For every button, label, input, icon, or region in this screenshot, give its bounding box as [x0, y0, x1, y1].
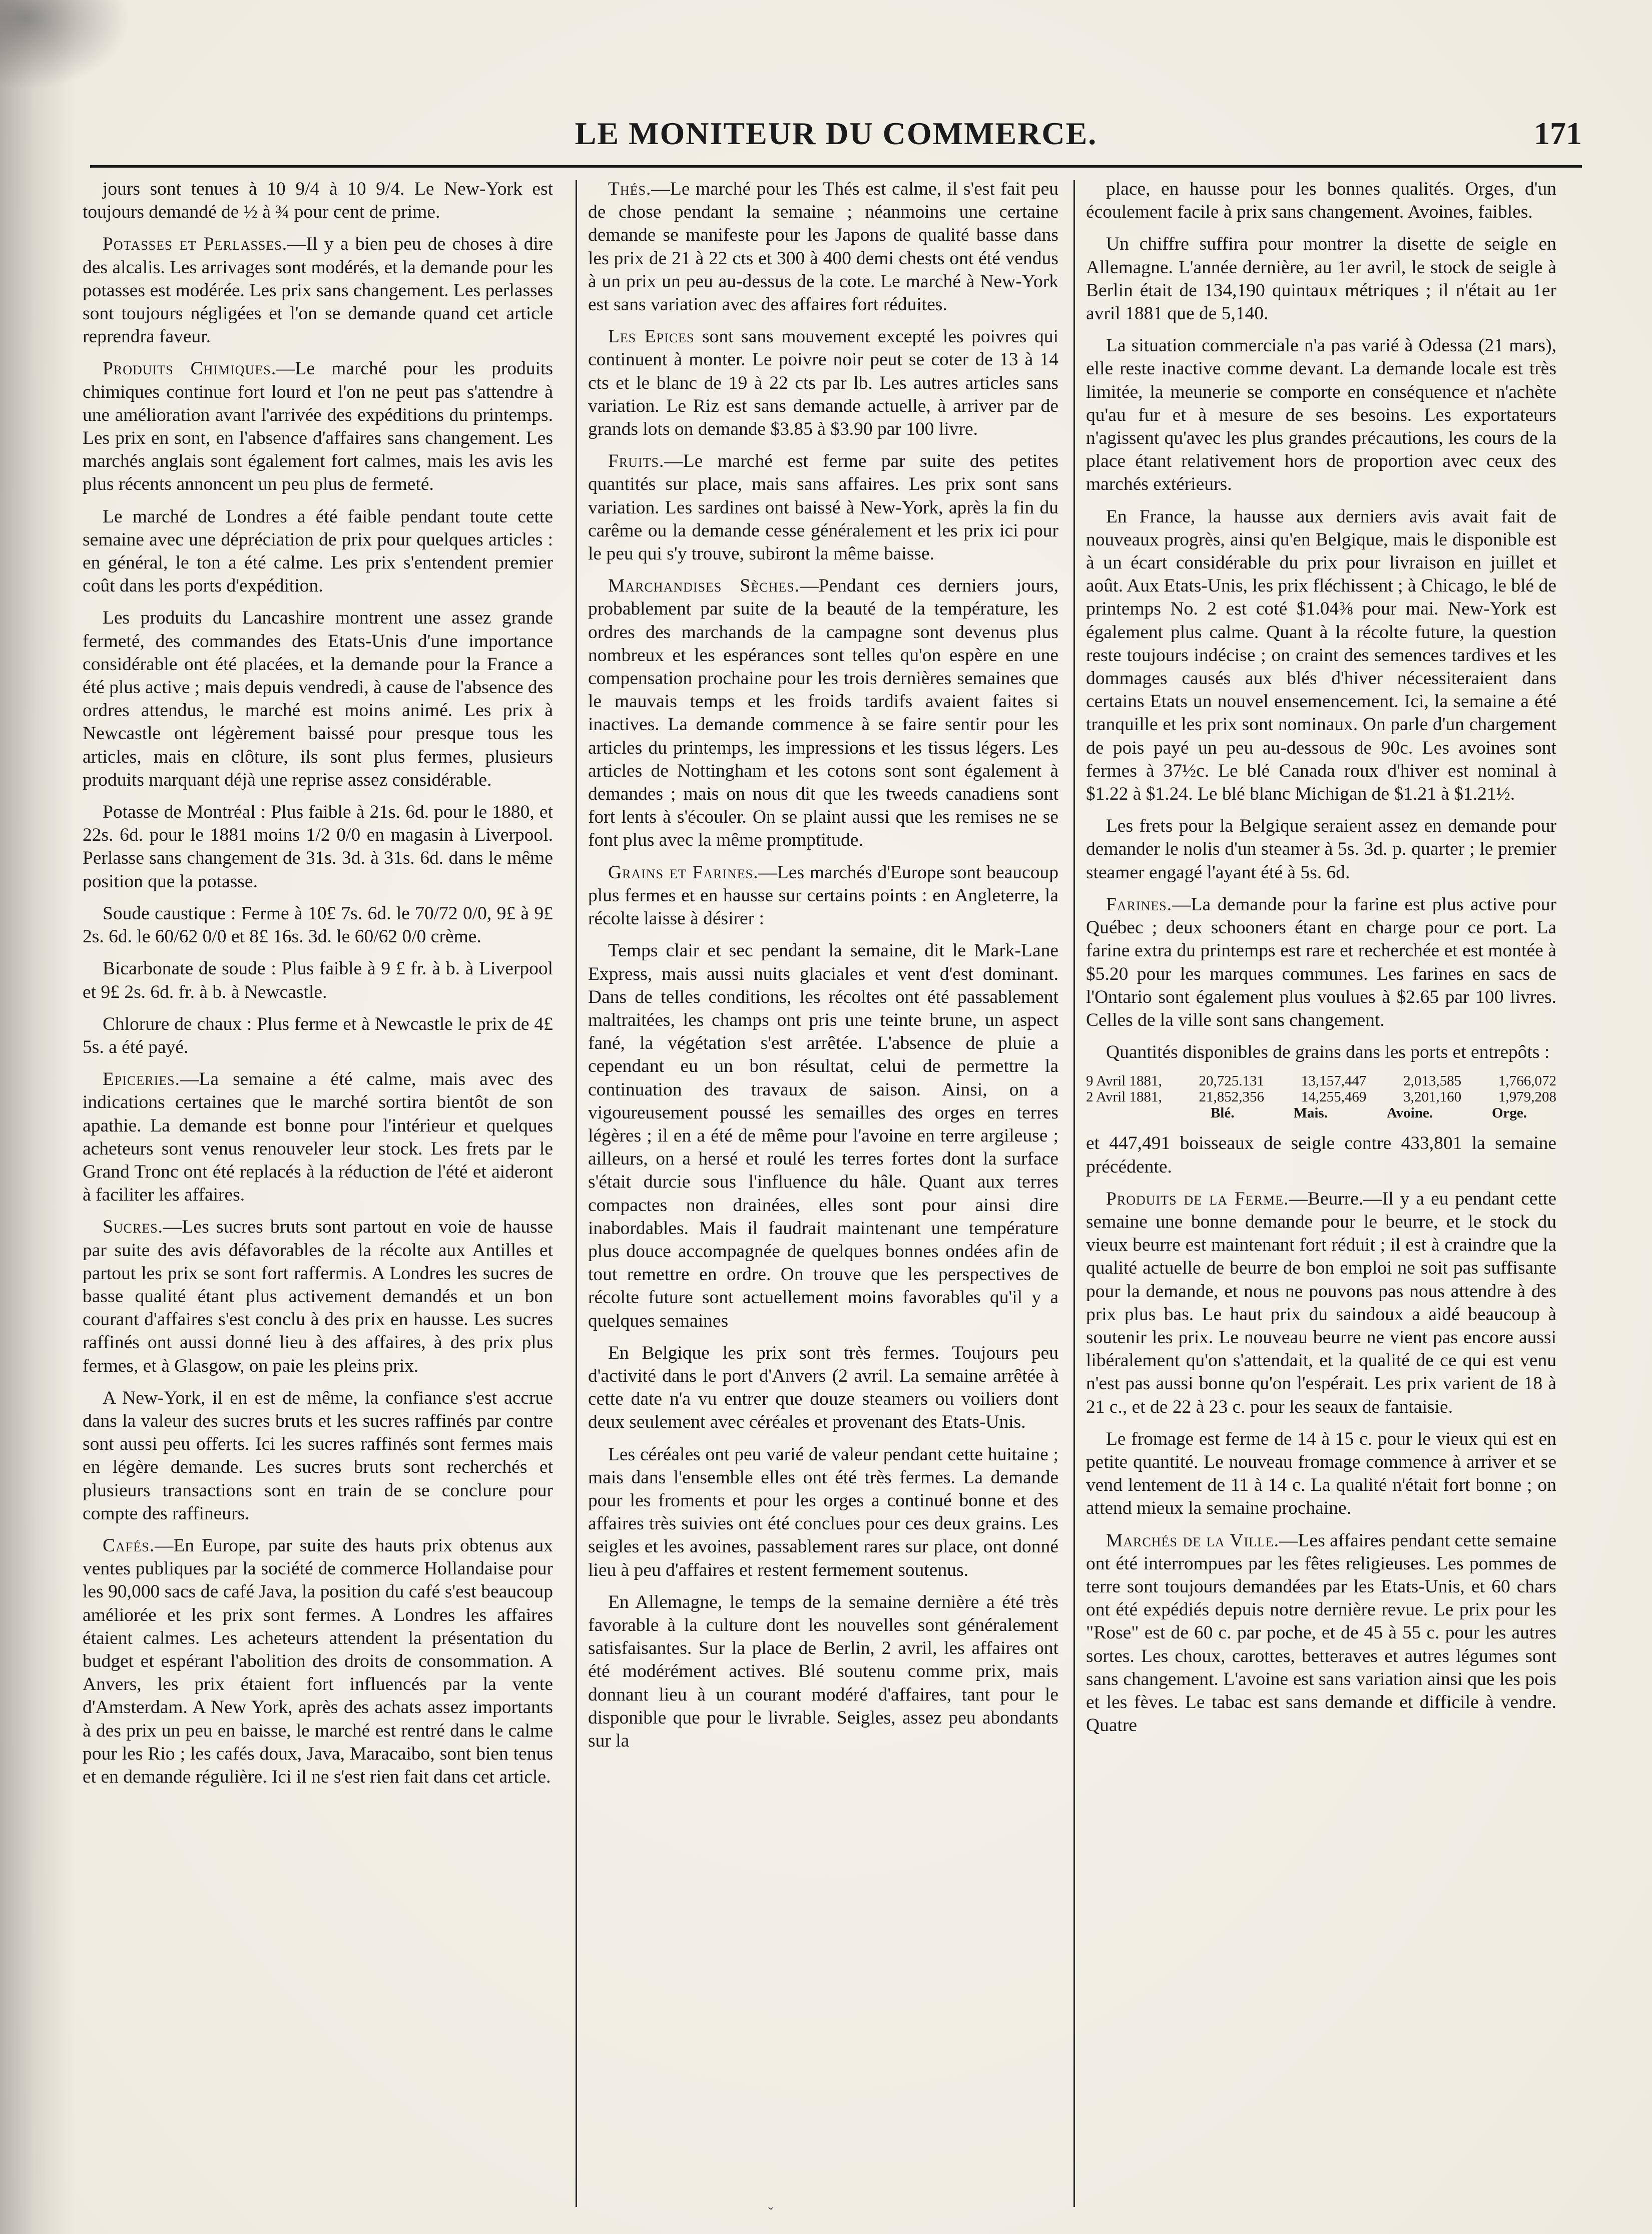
- table-cell: 9 Avril 1881,: [1086, 1073, 1162, 1089]
- article-paragraph: [83, 1068, 553, 1207]
- paragraph-text: —La semaine a été calme, mais avec des indications certaines que le marché sortira bientôt de son apathie. La demande est bonne pour l'intérieur et quelques acheteurs sont venus renouveler leur stock. Les frets par le Grand Tronc ont été replacés à la réduction de l'été et aideront à faciliter les affaires.: [83, 1069, 553, 1206]
- article-paragraph: [588, 1591, 1058, 1753]
- paragraph-text: et 447,491 boisseaux de seigle contre 433,801 la semaine précédente.: [1086, 1133, 1556, 1177]
- paragraph-text: Potasse de Montréal : Plus faible à 21s. 6d. pour le 1880, et 22s. 6d. pour le 1881 moins 1/2 0/0 en magasin à Liverpool. Perlasse sans changement de 31s. 3d. à 31s. 6d. dans le même position que la potasse.: [83, 802, 553, 892]
- table-cell: 1,766,072: [1498, 1073, 1556, 1089]
- paragraph-text: —Le marché pour les Thés est calme, il s'est fait peu de chose pendant la semaine ; néanmoins une certaine demande se manifeste pour les Japons de qualité basse dans les prix de 21 à 22 cts et 300 à 400 demi chests ont été vendus à un prix un peu au-dessus de la cote. Le marché à New-York est sans variation avec des affaires fort réduites.: [588, 179, 1058, 315]
- paragraph-text: Bicarbonate de soude : Plus faible à 9 £ fr. à b. à Liverpool et 9£ 2s. 6d. fr. à b. à Newcastle.: [83, 958, 553, 1002]
- article-paragraph: [83, 957, 553, 1003]
- paragraph-text: sont sans mouvement excepté les poivres qui continuent à monter. Le poivre noir peut se coter de 13 à 14 cts et le blanc de 19 à 22 cts par lb. Les autres articles sans variation. Le Riz est sans demande actuelle, à arriver par de grands lots on demande $3.85 à $3.90 par 100 livre.: [588, 326, 1058, 440]
- section-heading: Fruits.: [608, 451, 665, 472]
- article-paragraph: [1086, 1041, 1556, 1064]
- table-cell: 1,979,208: [1498, 1089, 1556, 1105]
- paragraph-text: —Pendant ces derniers jours, probablement par suite de la beauté de la température, les ordres des marchands de la campagne sont devenus plus nombreux et les espérances sont telles qu'on espère en une compensation prochaine pour les trois dernières semaines que le mauvais temps et les froids tardifs avaient faites si inactives. La demande commence à se faire sentir pour les articles du printemps, les impressions et les tissus légers. Les articles de Nottingham et les cotons sont sont également à demandes ; mais on nous dit que les tweeds canadiens sont fort lents à s'écouler. On se plaint aussi que les remises ne se font plus avec la même promptitude.: [588, 576, 1058, 851]
- text-column-1: [83, 178, 553, 2189]
- table-header-cell: Avoine.: [1386, 1105, 1433, 1122]
- paragraph-text: jours sont tenues à 10 9/4 à 10 9/4. Le New-York est toujours demandé de ½ à ¾ pour cent de prime.: [83, 179, 553, 223]
- article-paragraph: [588, 575, 1058, 852]
- article-paragraph: [83, 1216, 553, 1377]
- table-cell: 14,255,469: [1301, 1089, 1367, 1105]
- text-column-3: [1086, 178, 1556, 2189]
- article-paragraph: [588, 178, 1058, 316]
- section-heading: Sucres.: [103, 1217, 164, 1238]
- article-paragraph: [83, 233, 553, 348]
- footer-mark: ˇ: [768, 2204, 773, 2221]
- paragraph-text: Un chiffre suffira pour montrer la disette de seigle en Allemagne. L'année dernière, au 1er avril, le stock de seigle à Berlin était de 134,190 quintaux métriques ; il n'était au 1er avril 1881 que de 5,140.: [1086, 234, 1556, 324]
- column-divider: [1073, 180, 1075, 2207]
- table-cell: 2,013,585: [1403, 1073, 1462, 1089]
- article-paragraph: [83, 1013, 553, 1059]
- paragraph-text: —Les marchés d'Europe sont beaucoup plus fermes et en hausse sur certains points : en Angleterre, la récolte laisse à désirer :: [588, 862, 1058, 929]
- article-paragraph: [1086, 1132, 1556, 1178]
- paragraph-text: Le fromage est ferme de 14 à 15 c. pour le vieux qui est en petite quantité. Le nouveau fromage commence à arriver et se vend lentement de 11 à 14 c. La qualité n'était fort bonne ; on attend mieux la semaine prochaine.: [1086, 1428, 1556, 1519]
- section-heading: Epiceries.: [103, 1069, 180, 1090]
- article-paragraph: [1086, 505, 1556, 806]
- article-paragraph: [1086, 1428, 1556, 1520]
- table-cell: 13,157,447: [1301, 1073, 1367, 1089]
- column-divider: [576, 180, 577, 2207]
- article-paragraph: [588, 325, 1058, 441]
- paragraph-text: —Beurre.—Il y a eu pendant cette semaine une bonne demande pour le beurre, et le stock du vieux beurre est maintenant fort réduit ; il est à craindre que la qualité actuelle de beurre de bon emploi ne soit pas suffisante pour la demande, et nous ne pouvons pas nous attendre à des prix plus bas. Le haut prix du saindoux a aidé beaucoup à soutenir les prix. Le nouveau beurre ne vient pas encore aussi libéralement qu'on s'attendait, et la qualité de ce qui est venu n'est pas aussi bonne qu'on l'espérait. Les prix varient de 18 à 21 c., et de 22 à 23 c. pour les seaux de fantaisie.: [1086, 1188, 1556, 1417]
- table-cell: 2 Avril 1881,: [1086, 1089, 1162, 1105]
- article-paragraph: [1086, 178, 1556, 224]
- paragraph-text: Les frets pour la Belgique seraient assez en demande pour demander le nolis d'un steamer à 5s. 3d. p. quarter ; le premier steamer engagé l'ayant été à 5s. 6d.: [1086, 816, 1556, 883]
- paragraph-text: Soude caustique : Ferme à 10£ 7s. 6d. le 70/72 0/0, 9£ à 9£ 2s. 6d. le 60/62 0/0 et 8£ 16s. 3d. le 60/62 0/0 crème.: [83, 903, 553, 947]
- paragraph-text: Les produits du Lancashire montrent une assez grande fermeté, des commandes des Etats-Unis d'une importance considérable ont été placées, et la demande pour la France a été plus active ; mais depuis vendredi, à cause de l'absence des ordres attendus, le marché est moins animé. Les prix à Newcastle ont légèrement baissé pour presque tous les articles, mais en clôture, ils sont plus fermes, plusieurs produits marquant déjà une reprise assez considérable.: [83, 608, 553, 790]
- page-number: 171: [1534, 116, 1582, 151]
- paragraph-text: A New-York, il en est de même, la confiance s'est accrue dans la valeur des sucres bruts et les sucres raffinés par contre sont aussi peu offerts. Ici les sucres raffinés sont fermes mais en légère demande. Les sucres bruts sont recherchés et plusieurs transactions sont en train de se conclure pour compte des raffineurs.: [83, 1387, 553, 1524]
- table-header-row: [1086, 1105, 1556, 1121]
- article-paragraph: [1086, 233, 1556, 325]
- paragraph-text: Le marché de Londres a été faible pendant toute cette semaine avec une dépréciation de prix pour quelques articles : en général, le ton a été calme. Les prix s'entendent premier coût dans les ports d'expédition.: [83, 506, 553, 597]
- section-heading: Potasses et Perlasses.: [103, 234, 288, 255]
- paragraph-text: En Belgique les prix sont très fermes. Toujours peu d'activité dans le port d'Anvers (2 avril. La semaine arrêtée à cette date n'a vu entrer que douze steamers ou voiliers dont deux seulement avec céréales et provenant des Etats-Unis.: [588, 1342, 1058, 1433]
- paragraph-text: —En Europe, par suite des hauts prix obtenus aux ventes publiques par la société de commerce Hollandaise pour les 90,000 sacs de café Java, la position du café s'est beaucoup améliorée et les prix sont fermes. A Londres les affaires étaient calmes. Les acheteurs attendent la présentation du budget et espérant l'abolition des droits de consommation. A Anvers, les prix étaient fort influencés par la vente d'Amsterdam. A New York, après des achats assez importants à des prix un peu en baisse, le marché est rentré dans le calme pour les Rio ; les cafés doux, Java, Maracaibo, sont bien tenus et en demande régulière. Ici il ne s'est rien fait dans cet article.: [83, 1535, 553, 1787]
- table-cell: 20,725.131: [1199, 1073, 1265, 1089]
- table-header-cell: Mais.: [1293, 1105, 1328, 1122]
- header-rule: [90, 165, 1582, 168]
- paragraph-text: Chlorure de chaux : Plus ferme et à Newcastle le prix de 4£ 5s. a été payé.: [83, 1013, 553, 1057]
- section-heading: Produits Chimiques.: [103, 358, 277, 379]
- article-paragraph: [83, 1534, 553, 1789]
- paragraph-text: La situation commerciale n'a pas varié à Odessa (21 mars), elle reste inactive comme devant. La demande locale est très limitée, la meunerie se comporte en conséquence et n'achète qu'au fur et à mesure de ses besoins. Les exportateurs n'agissent qu'avec les plus grandes précautions, les cours de la place étant relativement hors de proportion avec ceux des marchés extérieurs.: [1086, 335, 1556, 495]
- section-heading: Farines.: [1106, 894, 1173, 915]
- table-cell: 3,201,160: [1403, 1089, 1462, 1105]
- paragraph-text: —Le marché est ferme par suite des petites quantités sur place, mais sans affaires. Les prix sont sans variation. Les sardines ont baissé à New-York, après la fin du carême ou la demande cesse généralement et les prix ici pour le peu qui s'y trouve, subiront la même baisse.: [588, 451, 1058, 565]
- article-paragraph: [1086, 815, 1556, 884]
- article-paragraph: [588, 1443, 1058, 1582]
- article-paragraph: [1086, 334, 1556, 496]
- page-edge-shadow: [0, 0, 75, 2234]
- article-paragraph: [83, 357, 553, 496]
- grain-stock-table: [1086, 1073, 1556, 1121]
- section-heading: Marchés de la Ville.: [1106, 1530, 1280, 1551]
- article-paragraph: [83, 505, 553, 598]
- section-heading: Grains et Farines.: [608, 862, 759, 883]
- paragraph-text: —Il y a bien peu de choses à dire des alcalis. Les arrivages sont modérés, et la demande pour les potasses est modérée. Les prix sans changement. Les perlasses sont toujours négligées et l'on se demande quand cet article reprendra faveur.: [83, 234, 553, 347]
- article-paragraph: [588, 861, 1058, 931]
- table-header-cell: Orge.: [1491, 1105, 1527, 1122]
- paragraph-text: Temps clair et sec pendant la semaine, dit le Mark-Lane Express, mais aussi nuits glaciales et vent d'est dominant. Dans de telles conditions, les récoltes ont été passablement maltraitées, les champs ont pris une teinte brune, un aspect fané, la végétation s'est arrêtée. L'absence de pluie a cependant eu un bon résultat, celui de permettre la continuation des travaux de saison. Ainsi, on a vigoureusement poussé les semailles des orges en terres légères ; il en a été de même pour l'avoine en terre argileuse ; ailleurs, on a hersé et roulé les terres fortes dont la surface s'était durcie sous l'influence du hâle. Quant aux terres compactes non drainées, elles sont pour ainsi dire inabordables. Mais il faudrait maintenant une température plus douce accompagnée de quelques bonnes ondées afin de tout remettre en ordre. On trouve que les perspectives de récolte future sont actuellement moins favorables qu'il y a quelques semaines: [588, 940, 1058, 1331]
- paragraph-text: —Les sucres bruts sont partout en voie de hausse par suite des avis défavorables de la récolte aux Antilles et partout les prix se sont fort raffermis. A Londres les sucres de basse qualité étant plus activement demandés et un bon courant d'affaires s'est conclu à des prix en hausse. Les sucres raffinés ont aussi donné lieu à des affaires, à des prix plus fermes, et à Glasgow, on paie les pleins prix.: [83, 1217, 553, 1376]
- section-heading: Produits de la Ferme.: [1106, 1188, 1289, 1209]
- paragraph-text: Les céréales ont peu varié de valeur pendant cette huitaine ; mais dans l'ensemble elles ont été très fermes. La demande pour les froments et pour les orges a continué bonne et des affaires très suivies ont été conclues pour ces deux grains. Les seigles et les avoines, passablement rares sur place, ont donné lieu à peu d'affaires et restent fermement soutenus.: [588, 1444, 1058, 1580]
- section-heading: Cafés.: [103, 1535, 155, 1556]
- table-row: [1086, 1073, 1556, 1089]
- table-row: [1086, 1089, 1556, 1105]
- paragraph-text: Quantités disponibles de grains dans les ports et entrepôts :: [1106, 1042, 1550, 1063]
- table-header-cell: Blé.: [1210, 1105, 1235, 1122]
- table-cell: 21,852,356: [1199, 1089, 1265, 1105]
- article-paragraph: [83, 801, 553, 893]
- article-paragraph: [588, 1342, 1058, 1434]
- article-paragraph: [1086, 1188, 1556, 1419]
- article-paragraph: [1086, 893, 1556, 1032]
- paragraph-text: —Les affaires pendant cette semaine ont été interrompues par les fêtes religieuses. Les pommes de terre sont toujours demandées par les Etats-Unis, et 60 chars ont été expédiés depuis notre dernière revue. Le prix pour les "Rose" est de 60 c. par poche, et de 45 à 55 c. pour les autres sortes. Les choux, carottes, betteraves et autres légumes sont sans changement. L'avoine est sans variation ainsi que les pois et les fèves. Le tabac est sans demande et difficile à vendre. Quatre: [1086, 1530, 1556, 1736]
- article-paragraph: [83, 1387, 553, 1525]
- page-header: [90, 115, 1582, 170]
- section-heading: Thés.: [608, 179, 652, 199]
- text-column-2: [588, 178, 1058, 2189]
- paragraph-text: place, en hausse pour les bonnes qualités. Orges, d'un écoulement facile à prix sans changement. Avoines, faibles.: [1086, 179, 1556, 223]
- article-paragraph: [83, 607, 553, 792]
- article-paragraph: [1086, 1529, 1556, 1738]
- article-paragraph: [588, 450, 1058, 566]
- paragraph-text: —Le marché pour les produits chimiques continue fort lourd et l'on ne peut pas s'attendre à une amélioration avant l'arrivée des expéditions du printemps. Les prix en sont, en l'absence d'affaires sans changement. Les marchés anglais sont également fort calmes, mais les avis les plus récents annoncent un peu plus de fermeté.: [83, 358, 553, 495]
- section-heading: Les Epices: [608, 326, 695, 347]
- section-heading: Marchandises Sèches.: [608, 576, 800, 597]
- article-paragraph: [588, 939, 1058, 1332]
- paragraph-text: —La demande pour la farine est plus active pour Québec ; deux schooners étant en charge pour ce port. La farine extra du printemps est rare et recherchée et est montée à $5.20 pour les marques communes. Les farines en sacs de l'Ontario sont également plus voulues à $2.65 par 100 livres. Celles de la ville sont sans changement.: [1086, 894, 1556, 1030]
- masthead-title: LE MONITEUR DU COMMERCE.: [575, 116, 1097, 151]
- article-paragraph: [83, 178, 553, 224]
- corner-smudge: [0, 0, 130, 90]
- article-paragraph: [83, 902, 553, 948]
- paragraph-text: En Allemagne, le temps de la semaine dernière a été très favorable à la culture dont les nouvelles sont généralement satisfaisantes. Sur la place de Berlin, 2 avril, les affaires ont été modérément actives. Blé soutenu comme prix, mais donnant lieu à un courant modéré d'affaires, tant pour le disponible que pour le livrable. Seigles, assez peu abondants sur la: [588, 1591, 1058, 1751]
- paragraph-text: En France, la hausse aux derniers avis avait fait de nouveaux progrès, ainsi qu'en Belgique, mais le disponible est à un écart considérable du prix pour livraison en juillet et août. Aux Etats-Unis, les prix fléchissent ; à Chicago, le blé de printemps No. 2 est coté $1.04⅜ pour mai. New-York est également plus calme. Quant à la récolte future, la question reste toujours indécise ; on craint des semences tardives et les dommages causés aux blés d'hiver nécessiteraient dans certains Etats un nouvel ensemencement. Ici, la semaine a été tranquille et les prix sont nominaux. On parle d'un chargement de pois payé un peu au-dessous de 90c. Les avoines sont fermes à 37½c. Le blé Canada roux d'hiver est nominal à $1.22 à $1.24. Le blé blanc Michigan de $1.21 à $1.21½.: [1086, 506, 1556, 805]
